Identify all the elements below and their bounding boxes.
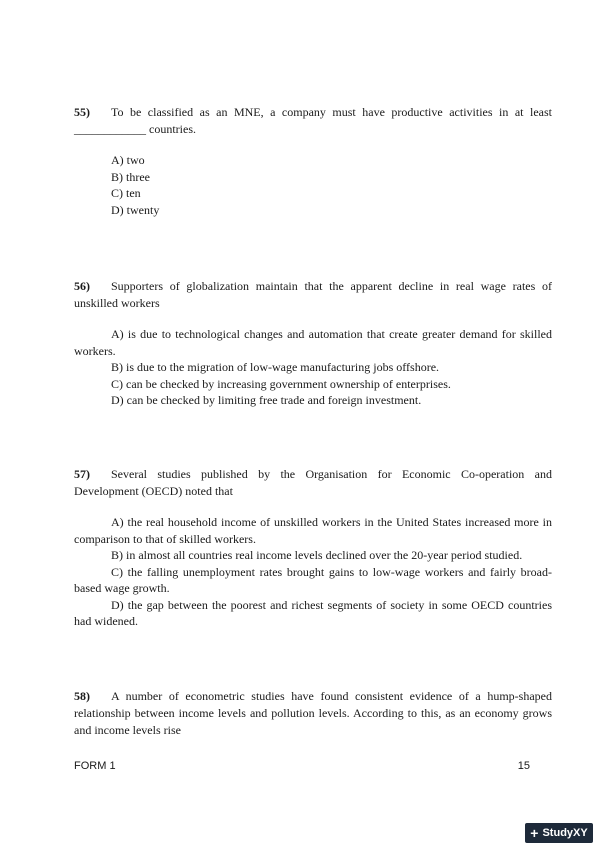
question-text: To be classified as an MNE, a company must have productive activities in at least ____________ countries.: [74, 105, 552, 136]
plus-icon: +: [530, 825, 539, 841]
option-c: C) can be checked by increasing government ownership of enterprises.: [111, 376, 451, 391]
option-a: A) two: [111, 153, 145, 167]
option-a: A) is due to technological changes and automation that create greater demand for skilled workers.: [74, 327, 552, 358]
question-text: Several studies published by the Organisation for Economic Co-operation and Development (OECD) noted that: [74, 467, 552, 498]
option-b: B) is due to the migration of low-wage manufacturing jobs offshore.: [111, 360, 440, 374]
question-number: 56): [74, 279, 90, 293]
badge-text: StudyXY: [542, 827, 588, 839]
option-c: C) ten: [111, 186, 141, 200]
option-d: D) the gap between the poorest and richest segments of society in some OECD countries had widened.: [74, 597, 552, 628]
question-55: [74, 104, 552, 218]
question-number: 57): [74, 467, 90, 481]
form-label: FORM 1: [74, 760, 116, 772]
page-number: 15: [517, 760, 530, 772]
question-56: [74, 278, 552, 409]
option-c: C) the falling unemployment rates brought gains to low-wage workers and fairly broad-based wage growth.: [74, 564, 552, 595]
option-d: D) twenty: [111, 202, 160, 217]
question-58: [74, 688, 552, 739]
question-stem: [74, 688, 552, 739]
studyxy-badge[interactable]: [525, 823, 593, 843]
question-57: [74, 466, 552, 630]
question-stem: [74, 278, 552, 312]
option-b: B) three: [111, 169, 150, 184]
question-text: Supporters of globalization maintain that the apparent decline in real wage rates of unskilled workers: [74, 279, 552, 310]
option-a: A) the real household income of unskilled workers in the United States increased more in comparison to that of skilled workers.: [74, 515, 552, 546]
question-text: A number of econometric studies have found consistent evidence of a hump-shaped relationship between income levels and pollution levels. According to this, as an economy grows and income levels rise: [74, 689, 552, 737]
answer-options: [74, 152, 552, 218]
question-stem: [74, 104, 552, 138]
question-number: 55): [74, 105, 90, 119]
answer-options: [74, 326, 552, 409]
option-d: D) can be checked by limiting free trade and foreign investment.: [111, 393, 422, 407]
question-number: 58): [74, 689, 90, 703]
option-b: B) in almost all countries real income levels declined over the 20-year period studied.: [111, 548, 523, 562]
question-stem: [74, 466, 552, 500]
answer-options: [74, 514, 552, 630]
